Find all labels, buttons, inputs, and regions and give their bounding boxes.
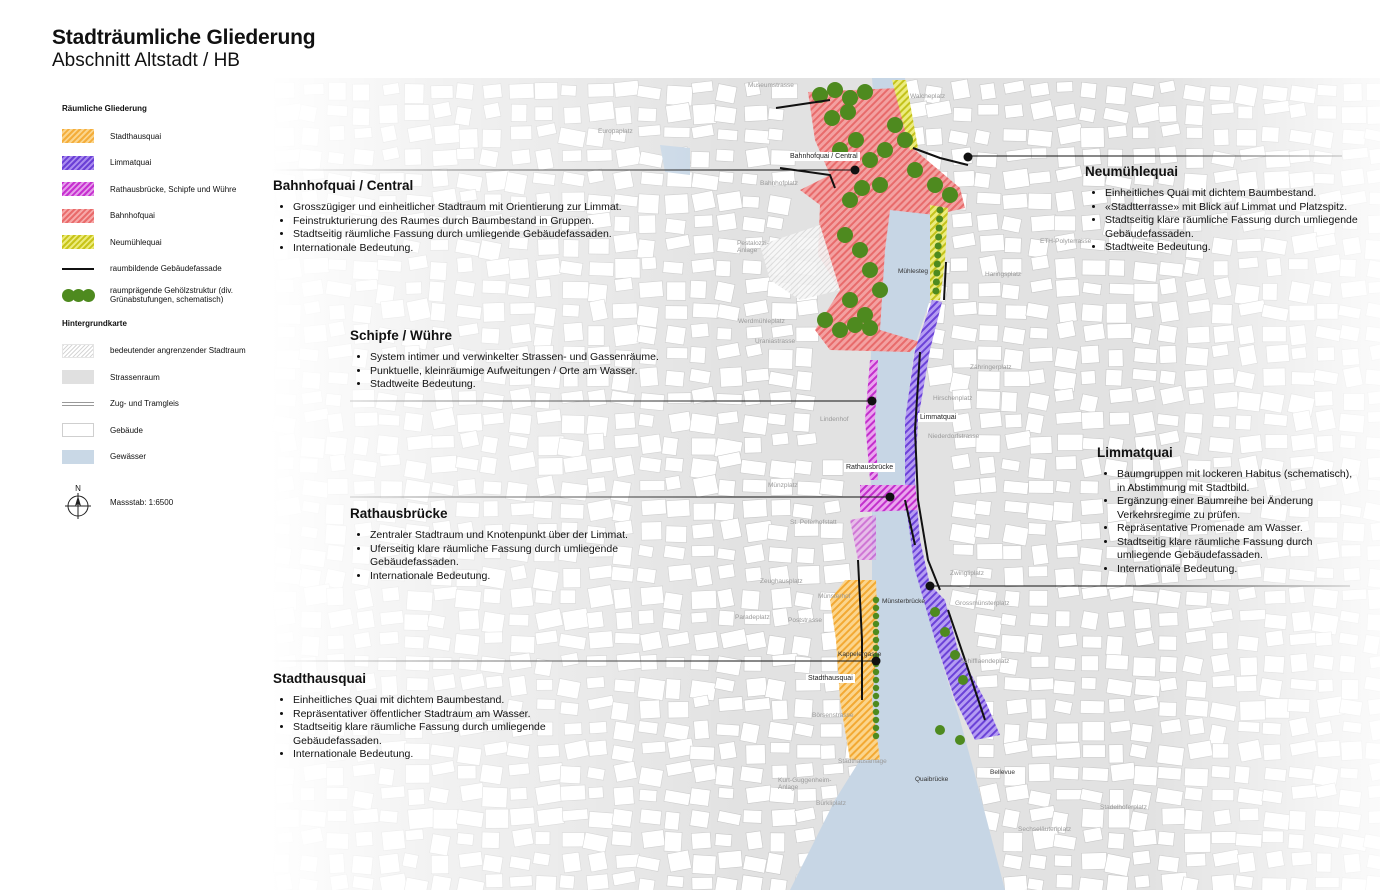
section-bullet: • Punktuelle, kleinräumige Aufweitungen / Orte am Wasser. (370, 365, 710, 379)
section-bullet: • Stadtseitig klare räumliche Fassung durch umliegende Gebäudefassaden. (1117, 536, 1362, 563)
legend-item (62, 229, 262, 256)
section-bullet: • Einheitliches Quai mit dichtem Baumbestand. (1105, 187, 1370, 201)
street-label: Lindenhof (820, 416, 849, 423)
street-label: Mühlesteg (898, 268, 928, 275)
street-label: Hirschenplatz (933, 395, 973, 402)
section-bullets (1097, 468, 1362, 576)
legend-swatch (62, 450, 94, 464)
map-label-limmatquai: Limmatquai (920, 414, 957, 421)
legend-label: Stadthausquai (110, 131, 162, 141)
section-bullets (273, 694, 593, 762)
section-bullet: • Feinstrukturierung des Raumes durch Baumbestand in Gruppen. (293, 215, 703, 229)
legend-item (62, 444, 262, 471)
section-title: Neumühlequai (1085, 164, 1179, 179)
street-label: Museumstrasse (748, 82, 794, 89)
section-rathausbruecke (350, 506, 670, 583)
legend-label: Gewässer (110, 452, 147, 462)
section-bahnhofquai (273, 178, 703, 255)
legend-swatch (62, 344, 94, 358)
section-title: Bahnhofquai / Central (273, 178, 414, 193)
legend-label: Bahnhofquai (110, 211, 155, 221)
legend-item (62, 338, 262, 365)
street-label: Zwingliplatz (950, 570, 984, 577)
section-title: Stadthausquai (273, 671, 367, 686)
street-label: Poststrasse (788, 617, 822, 624)
legend-item (62, 391, 262, 418)
legend-item (62, 176, 262, 203)
section-bullets (350, 351, 710, 392)
section-bullets (1085, 187, 1370, 255)
section-title: Schipfe / Wühre (350, 328, 453, 343)
legend-item (62, 364, 262, 391)
street-label: Kappelergasse (838, 651, 882, 658)
street-label: Bahnhofplatz (760, 180, 798, 187)
street-label: Schifflaendeplatz (960, 658, 1010, 665)
section-title: Limmatquai (1097, 445, 1173, 460)
legend-swatch (62, 370, 94, 384)
legend-item (62, 123, 262, 150)
street-label: Pestalozzi-Anlage (737, 240, 769, 254)
legend-label: Zug- und Tramgleis (110, 399, 179, 409)
street-label: Kurt-Guggenheim-Anlage (778, 777, 832, 791)
street-label: Stadelhoferplatz (1100, 804, 1147, 811)
section-bullet: • Stadtweite Bedeutung. (1105, 241, 1370, 255)
section-bullet: • Internationale Bedeutung. (293, 242, 703, 256)
section-bullets (273, 201, 703, 255)
legend-label: Limmatquai (110, 158, 152, 168)
street-label: Sechseläutenplatz (1018, 826, 1072, 833)
street-label: Börsenstrasse (812, 712, 854, 719)
section-bullet: • Einheitliches Quai mit dichtem Baumbestand. (293, 694, 593, 708)
section-bullet: • Internationale Bedeutung. (370, 570, 670, 584)
section-schipfe (350, 328, 710, 392)
section-title: Rathausbrücke (350, 506, 448, 521)
section-bullet: • «Stadtterrasse» mit Blick auf Limmat und Platzspitz. (1105, 201, 1370, 215)
street-label: Bürkliplatz (816, 800, 846, 807)
section-bullet: • Stadtseitig klare räumliche Fassung durch umliegende Gebäudefassaden. (1105, 214, 1370, 241)
section-bullet: • Zentraler Stadtraum und Knotenpunkt über der Limmat. (370, 529, 670, 543)
north-arrow-scale (62, 484, 262, 521)
legend-item (62, 282, 262, 309)
legend-item (62, 256, 262, 283)
section-bullet: • Internationale Bedeutung. (1117, 563, 1362, 577)
section-limmatquai (1097, 445, 1362, 576)
section-bullets (350, 529, 670, 583)
legend-swatch (62, 423, 94, 437)
legend-swatch (62, 209, 94, 223)
street-label: Europaplatz (598, 128, 633, 135)
legend-heading-spatial: Räumliche Gliederung (62, 104, 147, 113)
street-label: ETH-Polyterrasse (1040, 238, 1092, 245)
legend-item (62, 417, 262, 444)
legend-item (62, 150, 262, 177)
legend-label: bedeutender angrenzender Stadtraum (110, 346, 246, 356)
page-subtitle: Abschnitt Altstadt / HB (52, 50, 240, 71)
section-bullet: • System intimer und verwinkelter Strassen- und Gassenräume. (370, 351, 710, 365)
section-bullet: • Stadtweite Bedeutung. (370, 378, 710, 392)
legend-label: Gebäude (110, 425, 143, 435)
legend-heading-background: Hintergrundkarte (62, 318, 127, 328)
legend-swatch (62, 129, 94, 143)
legend-swatch (62, 235, 94, 249)
legend-label: raumprägende Gehölzstruktur (div. Grünabstufungen, schematisch) (110, 286, 234, 305)
section-bullet: • Baumgruppen mit lockeren Habitus (schematisch), in Abstimmung mit Stadtbild. (1117, 468, 1362, 495)
legend-label: Strassenraum (110, 372, 160, 382)
section-bullet: • Stadtseitig klare räumliche Fassung durch umliegende Gebäudefassaden. (293, 721, 593, 748)
legend-swatch (62, 156, 94, 170)
scale-text: Massstab: 1:6500 (110, 497, 174, 507)
street-label: Münsterhof (818, 593, 851, 600)
section-stadthausquai (273, 671, 593, 762)
section-neumuehlequai (1085, 164, 1370, 255)
legend-swatch (62, 288, 94, 302)
street-label: Quaibrücke (915, 776, 949, 783)
section-bullet: • Grosszügiger und einheitlicher Stadtraum mit Orientierung zur Limmat. (293, 201, 703, 215)
map-label-stadthausquai: Stadthausquai (808, 675, 853, 682)
section-bullet: • Repräsentative Promenade am Wasser. (1117, 522, 1362, 536)
street-label: Uraniastrasse (755, 338, 796, 345)
north-letter: N (75, 484, 81, 493)
street-label: Niederdorfstrasse (928, 433, 980, 440)
legend-label: Neumühlequai (110, 237, 162, 247)
legend-swatch (62, 262, 94, 276)
legend-label: raumbildende Gebäudefassade (110, 264, 222, 274)
page-title: Stadträumliche Gliederung (52, 26, 316, 49)
street-label: Haringsplatz (985, 271, 1022, 278)
section-bullet: • Repräsentativer öffentlicher Stadtraum am Wasser. (293, 708, 593, 722)
street-label: Stadthausanlage (838, 758, 887, 765)
section-bullet: • Internationale Bedeutung. (293, 748, 593, 762)
street-label: Werdmühleplatz (738, 318, 785, 325)
street-label: St. Peterhofstatt (790, 519, 837, 526)
legend-label: Rathausbrücke, Schipfe und Wühre (110, 184, 237, 194)
street-label: Münsterbrücke (882, 598, 925, 605)
street-label: Zähringerplatz (970, 364, 1012, 371)
legend-swatch (62, 182, 94, 196)
legend (62, 104, 262, 521)
legend-swatch (62, 397, 94, 411)
legend-item (62, 203, 262, 230)
street-label: Paradeplatz (735, 614, 770, 621)
section-bullet: • Stadtseitig räumliche Fassung durch umliegende Gebäudefassaden. (293, 228, 703, 242)
street-label: Grossmünsterplatz (955, 600, 1010, 607)
map-label-rathausbruecke: Rathausbrücke (846, 464, 894, 471)
section-bullet: • Ergänzung einer Baumreihe bei Änderung Verkehrsregime zu prüfen. (1117, 495, 1362, 522)
map-label-central: Bahnhofquai / Central (790, 153, 858, 160)
street-label: Münzplatz (768, 482, 798, 489)
section-bullet: • Uferseitig klare räumliche Fassung durch umliegende Gebäudefassaden. (370, 543, 670, 570)
street-label: Zeughausplatz (760, 578, 803, 585)
north-arrow-icon (62, 484, 94, 521)
street-label: Walcheplatz (910, 93, 946, 100)
street-label: Bellevue (990, 769, 1015, 776)
